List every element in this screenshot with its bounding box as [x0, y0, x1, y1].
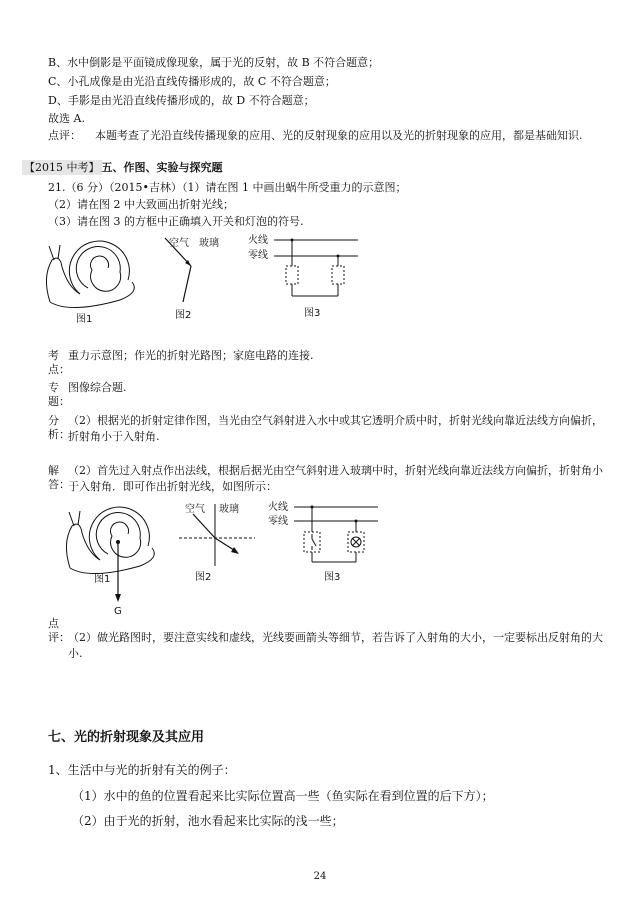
analysis-line-c: C、小孔成像是由光沿直线传播形成的，故 C 不符合题意；	[48, 75, 336, 88]
question-line-2: （2）请在图 2 中大致画出折射光线；	[48, 198, 234, 211]
fig1-answer-caption: 图1	[94, 574, 111, 585]
fig2-answer-glass: 玻璃	[219, 504, 239, 515]
analysis-line-d: D、手影是由光沿直线传播形成的，故 D 不符合题意；	[48, 94, 315, 107]
section-tag: 【2015 中考】	[24, 161, 100, 174]
comment-text: 本题考查了光沿直线传播现象的应用、光的反射现象的应用以及光的折射现象的应用，都是基础知识.	[95, 129, 583, 142]
fig3-neutral-label: 零线	[248, 250, 268, 261]
fenxi-text: （2）根据光的折射定律作图，当光由空气斜射进入水中或其它透明介质中时，折射光线向靠近法线方向偏折，折射角小于入射角.	[68, 414, 603, 443]
circuit-figure-3	[248, 232, 368, 327]
fig2-answer-air: 空气	[185, 504, 205, 515]
fig2-air-label: 空气	[169, 238, 189, 249]
snail-figure-1	[40, 232, 140, 327]
section-7-title: 七、光的折射现象及其应用	[48, 730, 205, 745]
answer-line: 故选 A.	[48, 112, 85, 125]
snail-answer-figure	[60, 498, 160, 616]
fig3-caption: 图3	[304, 308, 321, 319]
page-number: 24	[313, 871, 327, 882]
refraction-answer-figure	[175, 500, 260, 585]
zhuanti-text: 图像综合题.	[68, 381, 127, 394]
item-1-1: （1）水中的鱼的位置看起来比实际位置高一些（鱼实际在看到位置的后下方）；	[72, 789, 494, 803]
fig3-answer-neutral: 零线	[268, 516, 288, 527]
question-line-1: 21.（6 分）（2015•吉林）（1）请在图 1 中画出蜗牛所受重力的示意图；	[48, 181, 407, 194]
fig3-live-label: 火线	[248, 235, 268, 246]
item-1-2: （2）由于光的折射，池水看起来比实际的浅一些；	[72, 814, 344, 828]
item-1: 1、生活中与光的折射有关的例子：	[48, 763, 236, 777]
kaodian-label: 考 点：	[48, 349, 70, 376]
jieda-label: 解 答：	[48, 464, 70, 491]
question-line-3: （3）请在图 3 的方框中正确填入开关和灯泡的符号.	[48, 215, 304, 228]
comment-label: 点评：	[48, 129, 81, 142]
comment-line	[48, 129, 583, 143]
fig2-glass-label: 玻璃	[199, 238, 219, 249]
kaodian-text: 重力示意图；作光的折射光路图；家庭电路的连接.	[68, 349, 314, 362]
fig3-answer-live: 火线	[268, 502, 288, 513]
fig2-answer-caption: 图2	[195, 572, 212, 583]
section-heading	[22, 159, 223, 175]
zhuanti-label: 专 题：	[48, 381, 70, 408]
fig1-caption: 图1	[76, 314, 93, 325]
fig3-answer-caption: 图3	[324, 572, 341, 583]
refraction-figure-2	[155, 232, 235, 327]
fig2-caption: 图2	[175, 310, 192, 321]
gravity-label: G	[114, 606, 122, 616]
jieda-text: （2）首先过入射点作出法线，根据后据光由空气斜射进入玻璃中时，折射光线向靠近法线方向偏折，折射角小于入射角．即可作出折射光线，如图所示：	[68, 464, 603, 493]
circuit-answer-figure	[268, 500, 388, 585]
pingping-label: 点 评：	[48, 617, 70, 644]
analysis-line-b: B、水中倒影是平面镜成像现象，属于光的反射，故 B 不符合题意；	[48, 56, 380, 69]
fenxi-label: 分 析：	[48, 414, 70, 441]
pingping-text: （2）做光路图时，要注意实线和虚线，光线要画箭头等细节，若告诉了入射角的大小，一定要标出反射角的大小.	[68, 631, 603, 660]
section-title: 五、作图、实验与探究题	[101, 161, 223, 174]
